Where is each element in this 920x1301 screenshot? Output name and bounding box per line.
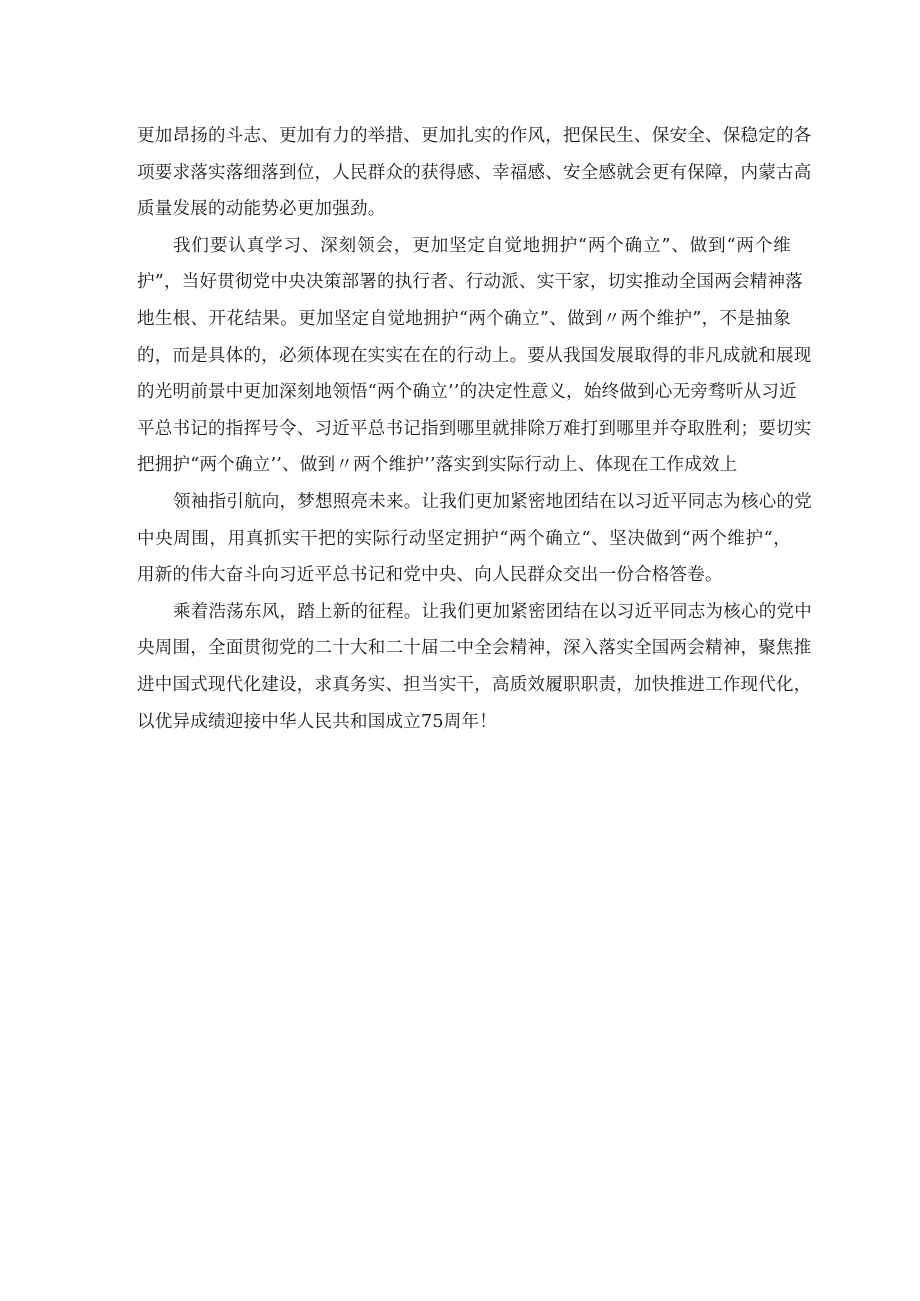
text-line: 以优异成绩迎接中华人民共和国成立75周年！	[137, 711, 498, 732]
text-line: 进中国式现代化建设，求真务实、担当实干，高质效履职职责，加快推进工作现代化，	[137, 674, 812, 695]
text-line: 央周围，全面贯彻党的二十大和二十届二中全会精神，深入落实全国两会精神，聚焦推	[137, 638, 812, 659]
text-line: 更加昂扬的斗志、更加有力的举措、更加扎实的作风，把保民生、保安全、保稳定的各	[137, 126, 812, 146]
text-line: 我们要认真学习、深刻领会，更加坚定自觉地拥护“两个确立”、做到“两个维	[173, 235, 791, 256]
paragraph-1	[137, 118, 812, 228]
text-line: 平总书记的指挥号令、习近平总书记指到哪里就排除万难打到哪里并夺取胜利；要切实	[137, 418, 812, 439]
text-line: 乘着浩荡东风，踏上新的征程。让我们更加紧密团结在以习近平同志为核心的党中	[173, 601, 812, 622]
text-line: 质量发展的动能势必更加强劲。	[137, 199, 386, 220]
text-line: 中央周围，用真抓实干把的实际行动坚定拥护“两个确立“、坚决做到“两个维护“，	[137, 528, 791, 549]
text-line: 项要求落实落细落到位，人民群众的获得感、幸福感、安全感就会更有保障，内蒙古高	[137, 162, 812, 183]
text-line: 地生根、开花结果。更加坚定自觉地拥护“两个确立”、做到〃两个维护”，不是抽象	[137, 308, 791, 329]
document-body	[137, 118, 812, 740]
paragraph-3	[137, 484, 812, 594]
text-line: 护”，当好贯彻党中央决策部署的执行者、行动派、实干家，切实推动全国两会精神落	[137, 272, 803, 293]
text-line: 用新的伟大奋斗向习近平总书记和党中央、向人民群众交出一份合格答卷。	[137, 565, 723, 586]
text-line: 的，而是具体的，必须体现在实实在在的行动上。要从我国发展取得的非凡成就和展现	[137, 345, 812, 366]
text-line: 领袖指引航向，梦想照亮未来。让我们更加紧密地团结在以习近平同志为核心的党	[173, 491, 812, 512]
text-line: 把拥护“两个确立’’、做到〃两个维护’’落实到实际行动上、体现在工作成效上	[137, 455, 738, 476]
text-line: 的光明前景中更加深刻地领悟“两个确立’’的决定性意义，始终做到心无旁骛听从习近	[137, 382, 797, 403]
paragraph-2	[137, 228, 812, 484]
paragraph-4	[137, 594, 812, 740]
